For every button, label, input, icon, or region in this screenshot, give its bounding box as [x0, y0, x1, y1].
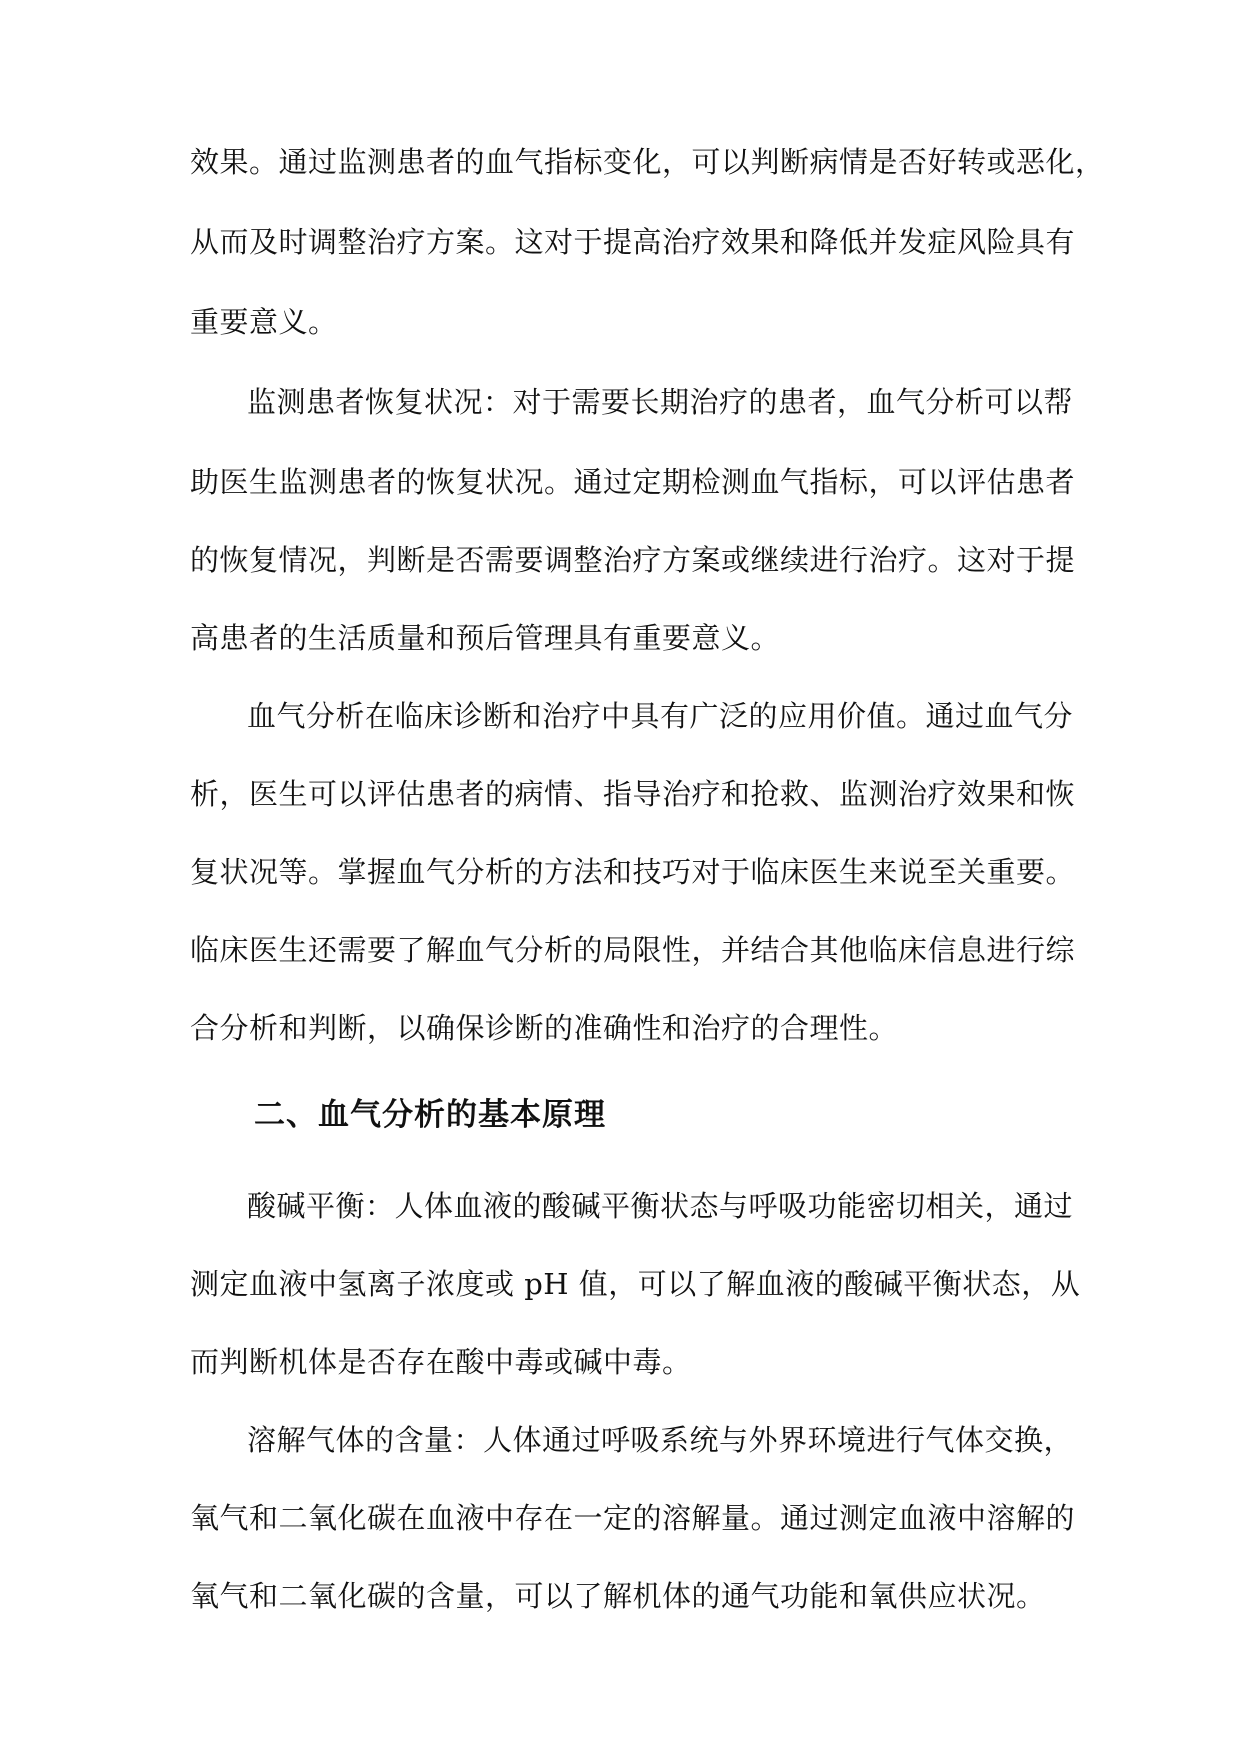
paragraph-line: 效果。通过监测患者的血气指标变化，可以判断病情是否好转或恶化， [190, 145, 1105, 179]
paragraph-line: 析，医生可以评估患者的病情、指导治疗和抢救、监测治疗效果和恢 [190, 777, 1076, 811]
paragraph-line: 临床医生还需要了解血气分析的局限性，并结合其他临床信息进行综 [190, 933, 1076, 967]
paragraph-line: 的恢复情况，判断是否需要调整治疗方案或继续进行治疗。这对于提 [190, 543, 1076, 577]
paragraph-line: 复状况等。掌握血气分析的方法和技巧对于临床医生来说至关重要。 [190, 855, 1076, 889]
paragraph-line: 助医生监测患者的恢复状况。通过定期检测血气指标，可以评估患者 [190, 465, 1076, 499]
paragraph-line: 血气分析在临床诊断和治疗中具有广泛的应用价值。通过血气分 [247, 699, 1074, 733]
section-heading: 二、血气分析的基本原理 [254, 1097, 606, 1133]
paragraph-line: 合分析和判断，以确保诊断的准确性和治疗的合理性。 [190, 1011, 899, 1045]
paragraph-line: 高患者的生活质量和预后管理具有重要意义。 [190, 621, 781, 655]
paragraph-line: 氧气和二氧化碳的含量，可以了解机体的通气功能和氧供应状况。 [190, 1579, 1046, 1613]
paragraph-line: 重要意义。 [190, 305, 338, 339]
paragraph-line: 而判断机体是否存在酸中毒或碱中毒。 [190, 1345, 692, 1379]
paragraph-line: 酸碱平衡：人体血液的酸碱平衡状态与呼吸功能密切相关，通过 [247, 1189, 1074, 1223]
paragraph-line: 溶解气体的含量：人体通过呼吸系统与外界环境进行气体交换， [247, 1423, 1074, 1457]
paragraph-line: 氧气和二氧化碳在血液中存在一定的溶解量。通过测定血液中溶解的 [190, 1501, 1076, 1535]
paragraph-line: 从而及时调整治疗方案。这对于提高治疗效果和降低并发症风险具有 [190, 225, 1076, 259]
paragraph-line: 测定血液中氢离子浓度或 pH 值，可以了解血液的酸碱平衡状态，从 [190, 1267, 1081, 1301]
paragraph-line: 监测患者恢复状况：对于需要长期治疗的患者，血气分析可以帮 [247, 385, 1074, 419]
